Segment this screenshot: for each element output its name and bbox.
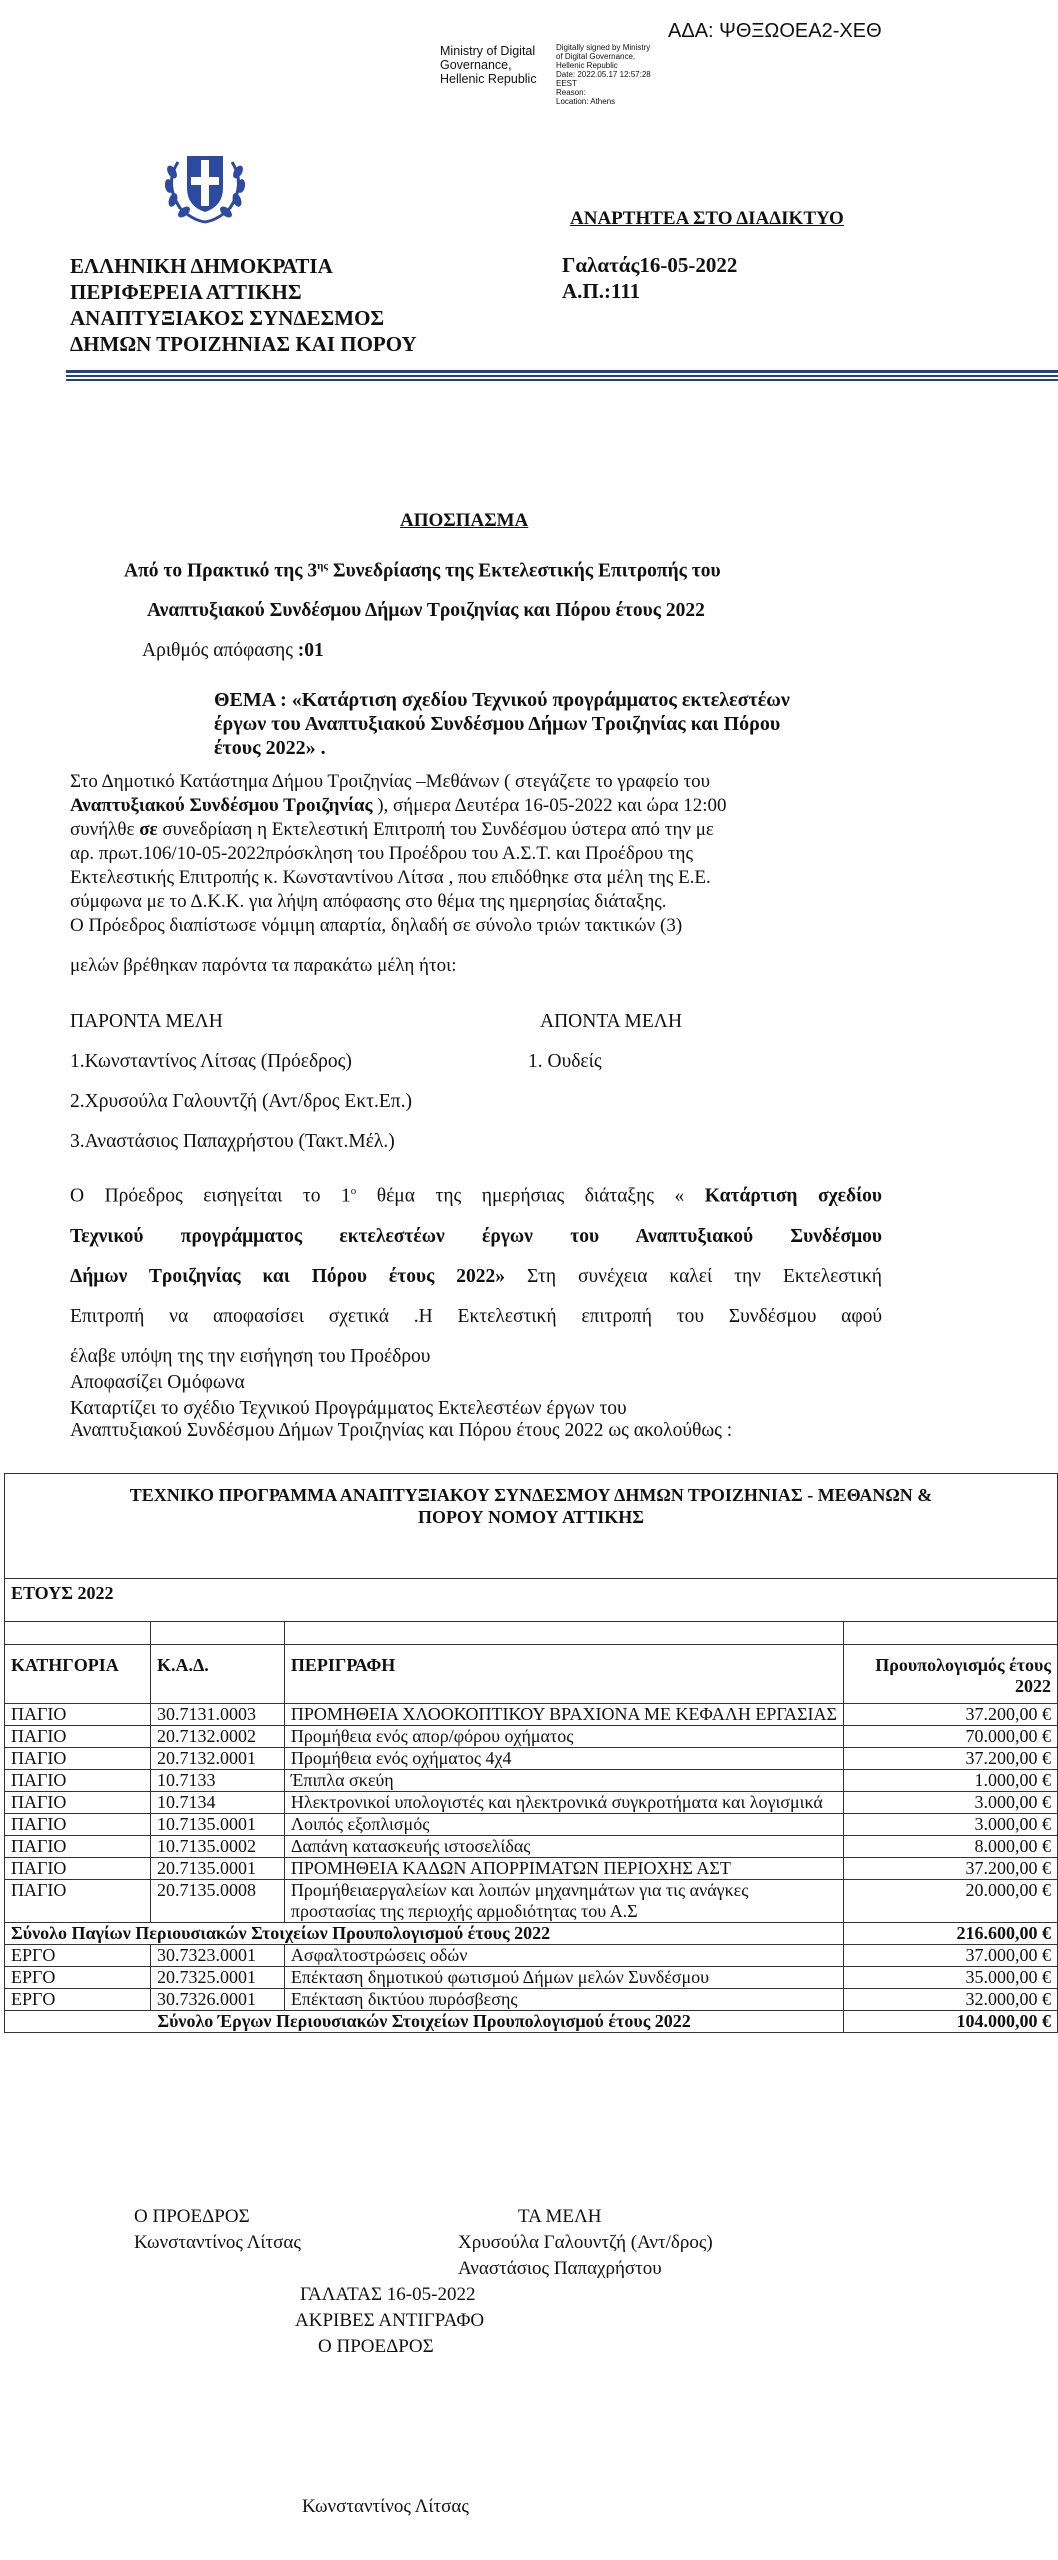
description-cell: Έπιπλα σκεύη: [284, 1770, 843, 1792]
table-row: [5, 1989, 1058, 2011]
category-cell: ΠΑΓΙΟ: [5, 1836, 151, 1858]
technical-program-table: [4, 1473, 1058, 2033]
description-cell: Λοιπός εξοπλισμός: [284, 1814, 843, 1836]
budget-cell: 3.000,00 €: [844, 1814, 1058, 1836]
table-row: [5, 1858, 1058, 1880]
budget-cell: 37.200,00 €: [844, 1858, 1058, 1880]
president-name: Κωνσταντίνος Λίτσας: [134, 2232, 301, 2253]
header-rule: [66, 379, 1058, 381]
table-row: [5, 1792, 1058, 1814]
column-header: ΚΑΤΗΓΟΡΙΑ: [5, 1645, 151, 1704]
table-row: [5, 1704, 1058, 1726]
category-cell: ΕΡΓΟ: [5, 1945, 151, 1967]
category-cell: ΠΑΓΙΟ: [5, 1770, 151, 1792]
kad-cell: 20.7135.0001: [150, 1858, 284, 1880]
post-online-notice: ΑΝΑΡΤΗΤΕΑ ΣΤΟ ΔΙΑΔΙΚΤΥΟ: [570, 208, 844, 229]
table-row: [5, 1814, 1058, 1836]
category-cell: ΕΡΓΟ: [5, 1989, 151, 2011]
works-rows: [5, 1945, 1058, 2011]
fixed-assets-rows: [5, 1704, 1058, 1923]
issuer-line: ΑΝΑΠΤΥΞΙΑΚΟΣ ΣΥΝΔΕΣΜΟΣ: [70, 306, 385, 330]
category-cell: ΠΑΓΙΟ: [5, 1814, 151, 1836]
category-cell: ΕΡΓΟ: [5, 1967, 151, 1989]
description-cell: Επέκταση δικτύου πυρόσβεσης: [284, 1989, 843, 2011]
description-cell: Προμήθειαεργαλείων και λοιπών μηχανημάτων για τις ανάγκες προστασίας της περιοχής αρμοδιότητας του Α.Σ: [284, 1880, 843, 1923]
kad-cell: 10.7135.0002: [150, 1836, 284, 1858]
description-cell: ΠΡΟΜΗΘΕΙΑ ΚΑΔΩΝ ΑΠΟΡΡΙΜΑΤΩΝ ΠΕΡΙΟΧΗΣ ΑΣΤ: [284, 1858, 843, 1880]
president-title: Ο ΠΡΟΕΔΡΟΣ: [134, 2206, 250, 2227]
kad-cell: 10.7134: [150, 1792, 284, 1814]
digital-signature: [440, 40, 770, 110]
table-row: [5, 1726, 1058, 1748]
description-cell: Προμήθεια ενός απορ/φόρου οχήματος: [284, 1726, 843, 1748]
category-cell: ΠΑΓΙΟ: [5, 1858, 151, 1880]
subject: ΘΕΜΑ : «Κατάρτιση σχεδίου Τεχνικού προγράμματος εκτελεστέων έργων του Αναπτυξιακού Συνδέσμου Δήμων Τροιζηνίας και Πόρου έτους 2022» .: [214, 689, 790, 759]
budget-cell: 37.200,00 €: [844, 1748, 1058, 1770]
final-signature-name: Κωνσταντίνος Λίτσας: [302, 2496, 469, 2517]
description-cell: Προμήθεια ενός οχήματος 4χ4: [284, 1748, 843, 1770]
place-date: Γαλατάς16-05-2022: [562, 253, 738, 277]
minutes-line: Αναπτυξιακού Συνδέσμου Δήμων Τροιζηνίας και Πόρου έτους 2022: [147, 600, 705, 621]
greek-emblem-icon: [158, 142, 252, 226]
column-header: ΠΕΡΙΓΡΑΦΗ: [284, 1645, 843, 1704]
present-member: 2.Χρυσούλα Γαλουντζή (Αντ/δρος Εκτ.Επ.): [70, 1091, 412, 1112]
description-cell: Ηλεκτρονικοί υπολογιστές και ηλεκτρονικά συγκροτήματα και λογισμικά: [284, 1792, 843, 1814]
column-header: Κ.Α.Δ.: [150, 1645, 284, 1704]
category-cell: ΠΑΓΙΟ: [5, 1726, 151, 1748]
category-cell: ΠΑΓΙΟ: [5, 1792, 151, 1814]
budget-cell: 1.000,00 €: [844, 1770, 1058, 1792]
copy-place-date: ΓΑΛΑΤΑΣ 16-05-2022: [300, 2284, 476, 2305]
absent-header: ΑΠΟΝΤΑ ΜΕΛΗ: [540, 1011, 683, 1032]
description-cell: Επέκταση δημοτικού φωτισμού Δήμων μελών Συνδέσμου: [284, 1967, 843, 1989]
budget-cell: 32.000,00 €: [844, 1989, 1058, 2011]
table-header-row: [5, 1645, 1058, 1704]
copy-president-title: Ο ΠΡΟΕΔΡΟΣ: [318, 2336, 434, 2357]
absent-member: 1. Ουδείς: [528, 1051, 602, 1072]
header-rule: [66, 370, 1058, 373]
kad-cell: 20.7132.0001: [150, 1748, 284, 1770]
kad-cell: 20.7135.0008: [150, 1880, 284, 1923]
present-member: 3.Αναστάσιος Παπαχρήστου (Τακτ.Μέλ.): [70, 1131, 395, 1152]
budget-cell: 35.000,00 €: [844, 1967, 1058, 1989]
budget-cell: 37.200,00 €: [844, 1704, 1058, 1726]
signer-name: Ministry of Digital Governance, Hellenic Republic: [440, 44, 537, 86]
present-member: 1.Κωνσταντίνος Λίτσας (Πρόεδρος): [70, 1051, 352, 1072]
fixed-total-row: Σύνολο Παγίων Περιουσιακών Στοιχείων Προυπολογισμού έτους 2022 216.600,00 €: [5, 1923, 1058, 1945]
column-header: Προυπολογισμός έτους 2022: [844, 1645, 1058, 1704]
issuer-line: ΔΗΜΩΝ ΤΡΟΙΖΗΝΙΑΣ ΚΑΙ ΠΟΡΟΥ: [70, 332, 417, 356]
member-name: Αναστάσιος Παπαχρήστου: [458, 2258, 662, 2279]
kad-cell: 10.7133: [150, 1770, 284, 1792]
kad-cell: 30.7326.0001: [150, 1989, 284, 2011]
category-cell: ΠΑΓΙΟ: [5, 1704, 151, 1726]
kad-cell: 20.7325.0001: [150, 1967, 284, 1989]
kad-cell: 10.7135.0001: [150, 1814, 284, 1836]
decision-text: Αποφασίζει Ομόφωνα: [70, 1372, 245, 1393]
table-row: [5, 1880, 1058, 1923]
document-title: ΑΠΟΣΠΑΣΜΑ: [400, 510, 529, 531]
category-cell: ΠΑΓΙΟ: [5, 1880, 151, 1923]
category-cell: ΠΑΓΙΟ: [5, 1748, 151, 1770]
intro-paragraph: Στο Δημοτικό Κατάστημα Δήμου Τροιζηνίας –Μεθάνων ( στεγάζετε το γραφείο του Αναπτυξιακού Συνδέσμου Τροιζηνίας ), σήμερα Δευτέρα 16-05-2022 και ώρα 12:00 συνήλθε σε συνεδρίαση η Εκτελεστική Επιτροπή του Συνδέσμου ύστερα από την με αρ. πρωτ.106/10-05-2022πρόσκληση του Προέδρου του Α.Σ.Τ. και Προέδρου της Εκτελεστικής Επιτροπής κ. Κωνσταντίνου Λίτσα , που επιδόθηκε στα μέλη της Ε.Ε. σύμφωνα με το Δ.Κ.Κ. για λήψη απόφασης στο θέμα της ημερησίας διάταξης. Ο Πρόεδρος διαπίστωσε νόμιμη απαρτία, δηλαδή σε σύνολο τριών τακτικών (3) μελών βρέθηκαν παρόντα τα παρακάτω μέλη ήτοι:: [70, 771, 727, 976]
description-cell: Δαπάνη κατασκευής ιστοσελίδας: [284, 1836, 843, 1858]
issuer-line: ΕΛΛΗΝΙΚΗ ΔΗΜΟΚΡΑΤΙΑ: [70, 254, 333, 278]
member-name: Χρυσούλα Γαλουντζή (Αντ/δρος): [458, 2232, 713, 2253]
table-row: [5, 1967, 1058, 1989]
decision-number: Αριθμός απόφασης :01: [142, 640, 324, 661]
compiles-text: Καταρτίζει το σχέδιο Τεχνικού Προγράμματος Εκτελεστέων έργων του Αναπτυξιακού Συνδέσμου Δήμων Τροιζηνίας και Πόρου έτους 2022 ως ακολούθως :: [70, 1398, 733, 1441]
table-row: [5, 1770, 1058, 1792]
description-cell: ΠΡΟΜΗΘΕΙΑ ΧΛΟΟΚΟΠΤΙΚΟΥ ΒΡΑΧΙΟΝΑ ΜΕ ΚΕΦΑΛΗ ΕΡΓΑΣΙΑΣ: [284, 1704, 843, 1726]
kad-cell: 30.7131.0003: [150, 1704, 284, 1726]
members-title: ΤΑ ΜΕΛΗ: [518, 2206, 602, 2227]
table-spacer-row: [5, 1622, 1058, 1645]
ada-code: ΑΔΑ: ΨΘΞΩΟΕΑ2-ΧΕΘ: [668, 20, 882, 42]
protocol-number: Α.Π.:111: [562, 279, 641, 303]
works-total-row: Σύνολο Έργων Περιουσιακών Στοιχείων Προυπολογισμού έτους 2022 104.000,00 €: [5, 2011, 1058, 2033]
kad-cell: 30.7323.0001: [150, 1945, 284, 1967]
issuer-block: [70, 253, 417, 357]
budget-cell: 20.000,00 €: [844, 1880, 1058, 1923]
table-title-row: ΤΕΧΝΙΚΟ ΠΡΟΓΡΑΜΜΑ ΑΝΑΠΤΥΞΙΑΚΟΥ ΣΥΝΔΕΣΜΟΥ ΔΗΜΩΝ ΤΡΟΙΖΗΝΙΑΣ - ΜΕΘΑΝΩΝ & ΠΟΡΟΥ ΝΟΜΟΥ ΑΤΤΙΚΗΣ: [5, 1474, 1058, 1579]
budget-cell: 37.000,00 €: [844, 1945, 1058, 1967]
header-rule: [66, 375, 1058, 377]
signature-details: Digitally signed by Ministry of Digital Governance, Hellenic Republic Date: 2022.05.17 12:57:28 EEST Reason: Location: Athens: [556, 43, 651, 106]
table-year-row: ΕΤΟΥΣ 2022: [5, 1579, 1058, 1622]
table-row: [5, 1836, 1058, 1858]
present-header: ΠΑΡΟΝΤΑ ΜΕΛΗ: [70, 1011, 223, 1032]
budget-cell: 3.000,00 €: [844, 1792, 1058, 1814]
true-copy: ΑΚΡΙΒΕΣ ΑΝΤΙΓΡΑΦΟ: [295, 2310, 485, 2331]
proposal-paragraph: Ο Πρόεδρος εισηγείται το $1^o$ θέμα της ημερήσιας διάταξης « Κατάρτιση σχεδίου Τεχνικού προγράμματος εκτελεστέων έργων του Αναπτυξιακού Συνδέσμου Δήμων Τροιζηνίας και Πόρου έτους 2022» Στη συνέχεια καλεί την Εκτελεστική Επιτροπή να αποφασίσει σχετικά .Η Εκτελεστική επιτροπή του Συνδέσμου αφού έλαβε υπόψη της την εισήγηση του Προέδρου: [70, 1185, 882, 1367]
issuer-line: ΠΕΡΙΦΕΡΕΙΑ ΑΤΤΙΚΗΣ: [70, 280, 302, 304]
minutes-line: Από το Πρακτικό της $3^{\eta\varsigma}$ Συνεδρίασης της Εκτελεστικής Επιτροπής του: [124, 560, 721, 582]
budget-cell: 70.000,00 €: [844, 1726, 1058, 1748]
table-row: [5, 1748, 1058, 1770]
kad-cell: 20.7132.0002: [150, 1726, 284, 1748]
description-cell: Ασφαλτοστρώσεις οδών: [284, 1945, 843, 1967]
table-row: [5, 1945, 1058, 1967]
budget-cell: 8.000,00 €: [844, 1836, 1058, 1858]
